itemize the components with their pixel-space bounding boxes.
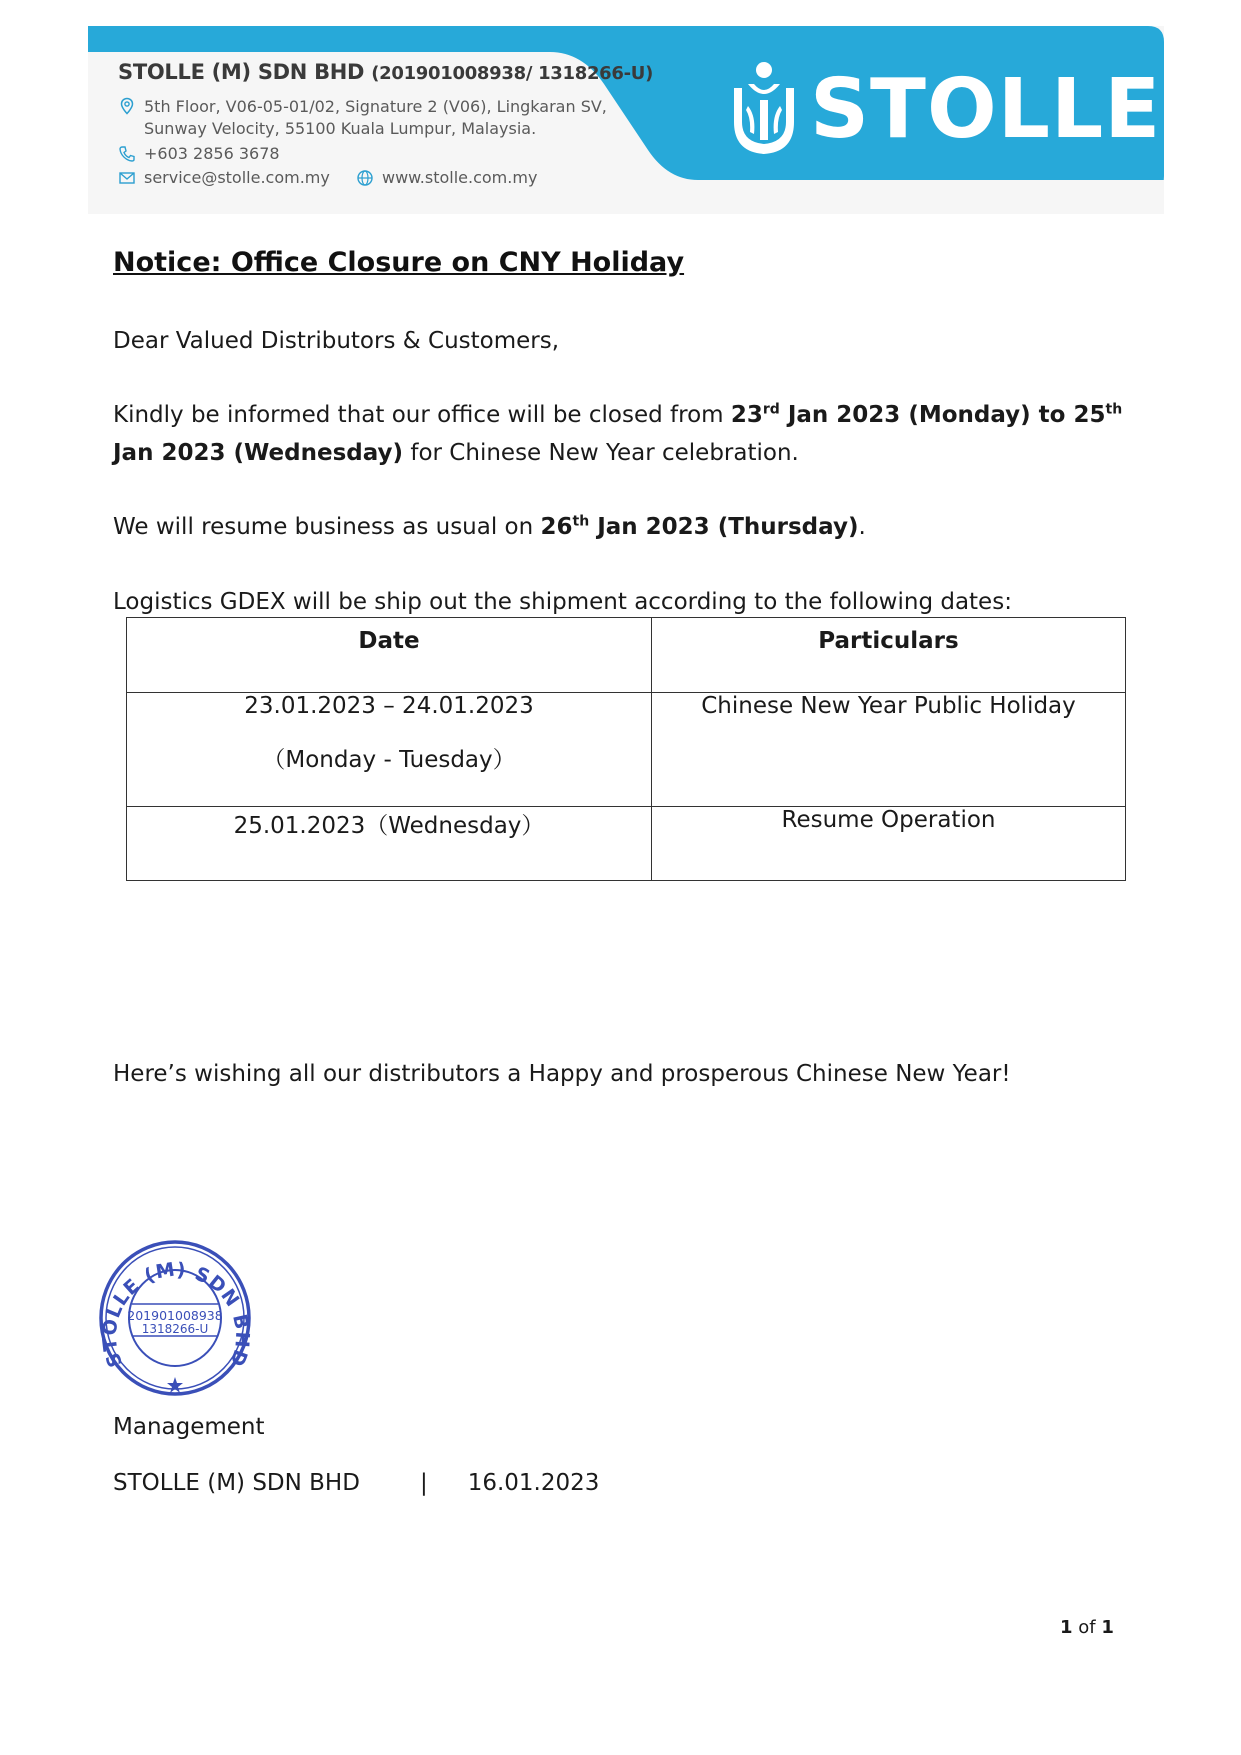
signoff-date: 16.01.2023 (467, 1470, 600, 1496)
closure-outro: for Chinese New Year celebration. (403, 440, 799, 466)
resume-day: 26 (540, 514, 573, 540)
resume-rest: Jan 2023 (Thursday) (589, 514, 859, 540)
company-header (118, 60, 653, 84)
signoff-separator: | (419, 1470, 428, 1496)
resume-paragraph (113, 508, 1133, 546)
star-icon (167, 1377, 183, 1393)
resume-date (541, 514, 859, 540)
company-website (356, 168, 537, 187)
notice-title: Notice: Office Closure on CNY Holiday (113, 247, 685, 278)
greeting: Dear Valued Distributors & Customers, (113, 328, 560, 354)
website-url: www.stolle.com.my (382, 168, 538, 187)
globe-icon (356, 169, 374, 187)
resume-intro: We will resume business as usual on (113, 514, 541, 540)
brand-logo (724, 60, 1161, 160)
stolle-logo-icon (724, 60, 804, 160)
page-number (1060, 1617, 1114, 1638)
header-date: Date (127, 618, 652, 693)
company-stamp (96, 1238, 254, 1400)
signoff-line (113, 1470, 599, 1496)
page-of: of (1078, 1617, 1096, 1638)
wishes-paragraph: Here’s wishing all our distributors a Happy and prosperous Chinese New Year! (113, 1061, 1011, 1087)
company-name: STOLLE (M) SDN BHD (118, 60, 365, 84)
closure-to-suffix: th (1105, 401, 1123, 418)
stamp-ring-text: STOLLE (M) SDN BHD (98, 1258, 254, 1371)
header-particulars: Particulars (652, 618, 1126, 693)
phone-number: +603 2856 3678 (144, 144, 280, 163)
company-phone (118, 144, 280, 163)
closure-from-day: 23 (730, 402, 763, 428)
resume-outro: . (858, 514, 866, 540)
closure-paragraph (113, 396, 1133, 472)
company-address (118, 96, 638, 140)
row-date-days: （Monday - Tuesday） (262, 747, 516, 773)
location-pin-icon (118, 97, 136, 115)
table-row (127, 693, 1126, 807)
resume-suffix: th (572, 513, 590, 530)
company-email (118, 168, 330, 187)
closure-to-rest: Jan 2023 (Wednesday) (113, 440, 404, 466)
signoff-role: Management (113, 1414, 265, 1440)
closure-from-rest: Jan 2023 (Monday) to 25 (779, 402, 1106, 428)
table-row (127, 807, 1126, 881)
letterhead (88, 26, 1164, 214)
stamp-reg-code: 1318266-U (141, 1322, 209, 1336)
address-line-2: Sunway Velocity, 55100 Kuala Lumpur, Malaysia. (144, 119, 537, 138)
table-header-row (127, 618, 1126, 693)
phone-icon (118, 145, 136, 163)
email-address: service@stolle.com.my (144, 168, 330, 187)
address-line-1: 5th Floor, V06-05-01/02, Signature 2 (V06), Lingkaran SV, (144, 97, 607, 116)
shipping-intro: Logistics GDEX will be ship out the shipment according to the following dates: (113, 589, 1012, 615)
stamp-reg-number: 201901008938 (127, 1308, 223, 1323)
closure-intro: Kindly be informed that our office will be closed from (113, 402, 731, 428)
row-date-cell (127, 693, 652, 807)
row-date: 25.01.2023（Wednesday） (127, 807, 652, 881)
envelope-icon (118, 169, 136, 187)
row-particulars: Resume Operation (652, 807, 1126, 881)
row-date: 23.01.2023 – 24.01.2023 (244, 693, 534, 719)
row-particulars: Chinese New Year Public Holiday (652, 693, 1126, 807)
page-total: 1 (1101, 1617, 1114, 1638)
closure-from-suffix: rd (762, 401, 780, 418)
signoff-company: STOLLE (M) SDN BHD (113, 1470, 360, 1496)
shipping-schedule-table (126, 617, 1126, 881)
page-current: 1 (1060, 1617, 1073, 1638)
company-registration: (201901008938/ 1318266-U) (371, 63, 654, 84)
brand-wordmark: STOLLE (810, 62, 1162, 157)
